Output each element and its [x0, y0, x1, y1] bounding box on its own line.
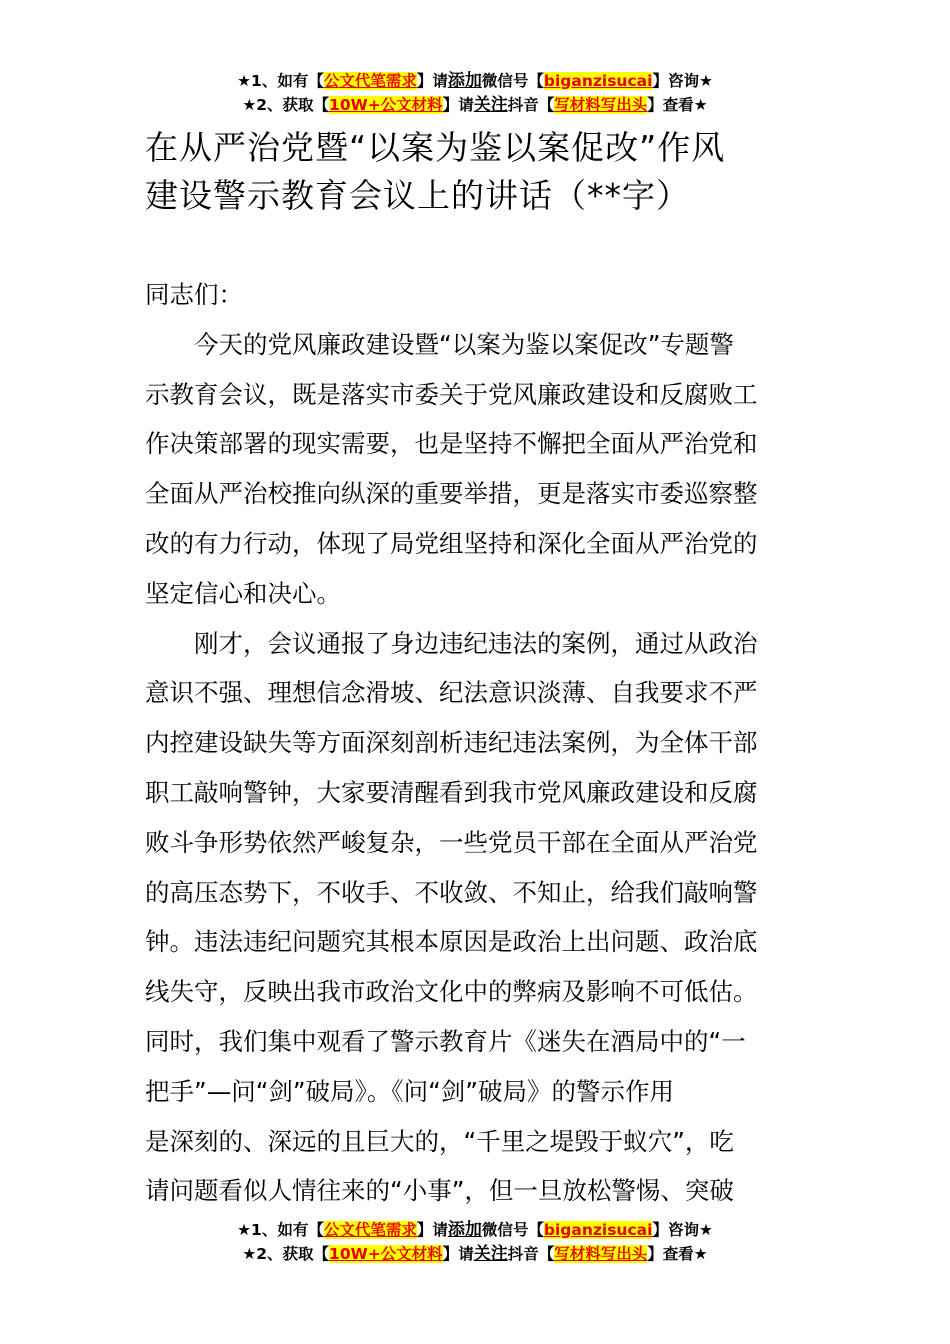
body-line: 示教育会议，既是落实市委关于党风廉政建设和反腐败工 [145, 379, 758, 409]
banner-text: 】请 [442, 1245, 474, 1263]
banner-highlight: biganzisucai [543, 72, 653, 90]
banner-highlight: 公文代笔需求 [323, 1221, 417, 1239]
title-line: 在从严治党暨“以案为鉴以案促改”作风 [145, 128, 726, 167]
banner-emphasis: 关注 [473, 95, 508, 115]
body-line: 同志们： [145, 280, 243, 309]
body-line: 是深刻的、深远的且巨大的，“千里之堤毁于蚁穴”，吃 [145, 1126, 734, 1156]
banner-highlight: 写材料写出头 [554, 96, 648, 114]
banner-highlight: 写材料写出头 [554, 1245, 648, 1263]
banner-text: 抖音【 [507, 96, 555, 114]
banner-highlight: 10W+公文材料 [329, 96, 443, 114]
body-line: 内控建设缺失等方面深刻剖析违纪违法案例，为全体干部 [145, 728, 758, 758]
banner-emphasis: 关注 [473, 1244, 508, 1264]
banner-text: 】请 [416, 1221, 448, 1239]
body-line: 全面从严治校推向纵深的重要举措，更是落实市委巡察整 [145, 479, 758, 509]
body-line: 改的有力行动，体现了局党组坚持和深化全面从严治党的 [145, 528, 758, 558]
banner-text: 】咨询★ [652, 72, 713, 90]
banner-text: 】查看★ [647, 96, 708, 114]
banner-text: ★1、如有【 [237, 1221, 324, 1239]
body-line: 线失守，反映出我市政治文化中的弊病及影响不可低估。 [145, 977, 758, 1007]
banner-text: 抖音【 [507, 1245, 555, 1263]
banner-text: 】请 [442, 96, 474, 114]
banner-text: ★1、如有【 [237, 72, 324, 90]
title-line: 建设警示教育会议上的讲话（**字） [145, 176, 690, 215]
banner-text: ★2、获取【 [242, 1245, 330, 1263]
banner-text: ★2、获取【 [242, 96, 330, 114]
body-line: 败斗争形势依然严峻复杂，一些党员干部在全面从严治党 [145, 827, 758, 857]
banner-highlight: 10W+公文材料 [329, 1245, 443, 1263]
body-line: 坚定信心和决心。 [145, 578, 341, 608]
document-title [145, 124, 815, 220]
body-line: 职工敲响警钟，大家要清醒看到我市党风廉政建设和反腐 [145, 777, 758, 807]
footer-banner [0, 1218, 950, 1266]
body-line: 请问题看似人情往来的“小事”，但一旦放松警惕、突破 [145, 1176, 734, 1206]
banner-text: 】请 [416, 72, 448, 90]
body-line: 钟。违法违纪问题究其根本原因是政治上出问题、政治底 [145, 927, 758, 957]
banner-text: 微信号【 [481, 72, 544, 90]
header-banner [0, 69, 950, 117]
banner-text: 微信号【 [481, 1221, 544, 1239]
body-line: 同时，我们集中观看了警示教育片《迷失在酒局中的“一 [145, 1026, 746, 1056]
body-line: 把手”—问“剑”破局》。《问“剑”破局》的警示作用 [145, 1076, 674, 1106]
banner-highlight: 公文代笔需求 [323, 72, 417, 90]
banner-emphasis: 添加 [447, 1220, 482, 1240]
body-line: 意识不强、理想信念滑坡、纪法意识淡薄、自我要求不严 [145, 678, 758, 708]
banner-text: 】查看★ [647, 1245, 708, 1263]
body-line: 作决策部署的现实需要，也是坚持不懈把全面从严治党和 [145, 429, 758, 459]
body-line: 今天的党风廉政建设暨“以案为鉴以案促改”专题警 [145, 329, 734, 359]
body-line: 的高压态势下，不收手、不收敛、不知止，给我们敲响警 [145, 877, 758, 907]
body-line: 刚才，会议通报了身边违纪违法的案例，通过从政治 [145, 628, 758, 658]
banner-emphasis: 添加 [447, 71, 482, 91]
banner-text: 】咨询★ [652, 1221, 713, 1239]
document-body [145, 270, 815, 1216]
banner-highlight: biganzisucai [543, 1221, 653, 1239]
